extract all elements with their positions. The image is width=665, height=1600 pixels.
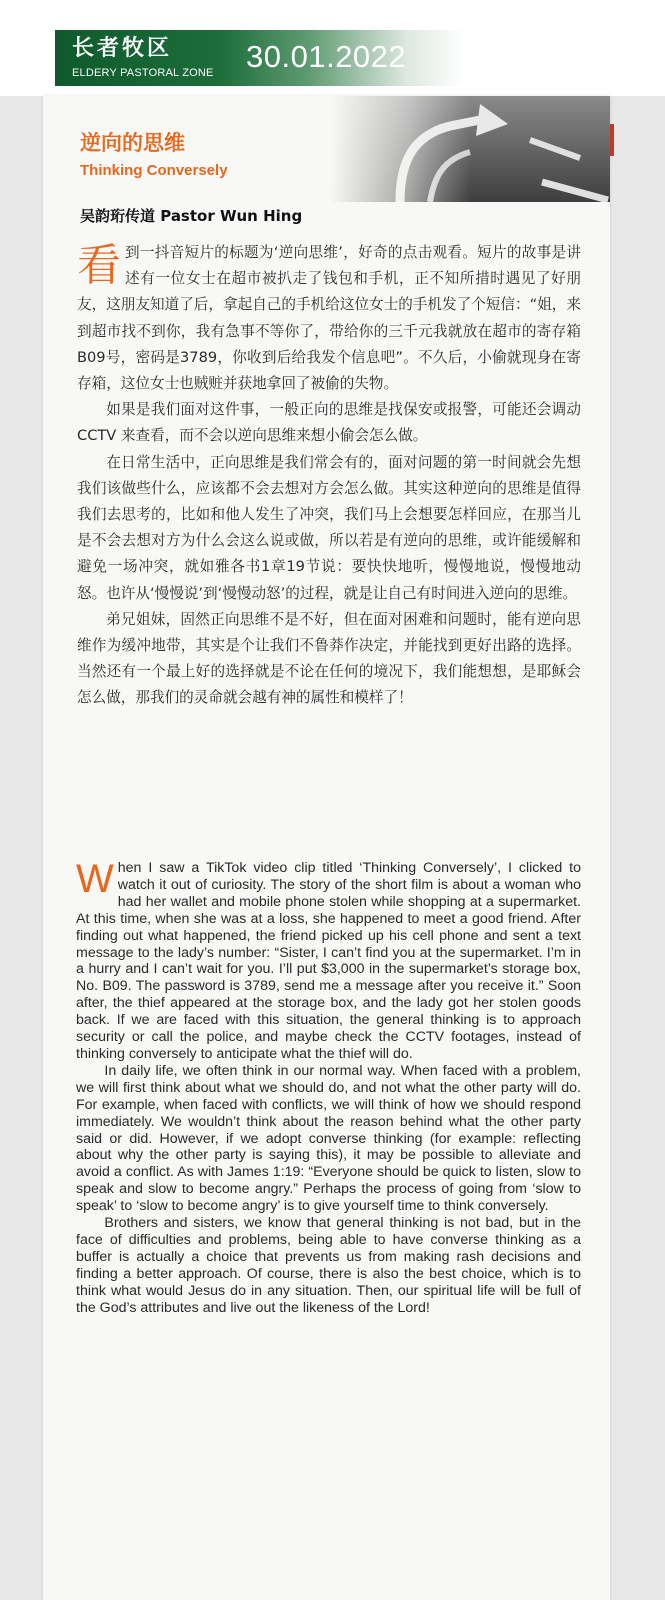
issue-date: 30.01.2022 [246, 39, 407, 74]
zone-title-en: ELDERY PASTORAL ZONE [72, 67, 214, 79]
paragraph-cn-text: 到一抖音短片的标题为‘逆向思维’，好奇的点击观看。短片的故事是讲述有一位女士在超市被扒走了钱包和手机，正不知所措时遇见了好朋友，这朋友知道了后，拿起自己的手机给这位女士的手机发了个短信：“姐，来到超市找不到你，我有急事不等你了，带给你的三千元我就放在超市的寄存箱B09号，密码是3789，你收到后给我发个信息吧”。不久后，小偷就现身在寄存箱，这位女士也贼赃并获地拿回了被偷的失物。 [77, 244, 581, 393]
paragraph-en [76, 857, 581, 1063]
drop-cap-en: W [76, 857, 114, 901]
accent-tab [610, 124, 614, 156]
paragraph-cn: 弟兄姐妹，固然正向思维不是不好，但在面对困难和问题时，能有逆向思维作为缓冲地带，其实是个让我们不鲁莽作决定，并能找到更好出路的选择。当然还有一个最上好的选择就是不论在任何的境况下，我们能想想，是耶稣会怎么做，那我们的灵命就会越有神的属性和模样了！ [77, 610, 581, 707]
paragraph-en-text: hen I saw a TikTok video clip titled ‘Thinking Conversely’, I clicked to watch it out of curiosity. The story of the short film is about a woman who had her wallet and mobile phone stolen while shopping at a supermarket. At this time, when she was at a loss, she happened to meet a good friend. After finding out what happened, the friend picked up his cell phone and sent a text message to the lady’s number: “Sister, I can’t find you at the supermarket. I’m in a hurry and I can’t wait for you. I’ll put $3,000 in the supermarket’s storage box, No. B09. The password is 3789, send me a message after you receive it.” Soon after, the thief appeared at the storage box, and the lady got her stolen goods back. If we are faced with this situation, the general thinking is to approach security or call the police, and maybe check the CCTV footages, instead of thinking conversely to anticipate what the thief will do. [76, 860, 581, 1062]
paragraph-cn: 在日常生活中，正向思维是我们常会有的，面对问题的第一时间就会先想我们该做些什么，应该都不会去想对方会怎么做。其实这种逆向的思维是值得我们去思考的，比如和他人发生了冲突，我们马上会想要怎样回应，在那当儿是不会去想对方为什么会这么说或做，所以若是有逆向的思维，或许能缓解和避免一场冲突，就如雅各书1章19节说：要快快地听，慢慢地说，慢慢地动怒。也许从‘慢慢说’到‘慢慢动怒’的过程，就是让自己有时间进入逆向的思维。 [77, 453, 581, 602]
paragraph-en: Brothers and sisters, we know that general thinking is not bad, but in the face of difficulties and problems, being able to have converse thinking as a buffer is actually a choice that prevents us from making rash decisions and finding a better approach. Of course, there is also the best choice, which is to think what would Jesus do in any situation. Then, our spiritual life will be full of the God’s attributes and live out the likeness of the Lord! [76, 1215, 581, 1316]
paragraph-cn: 如果是我们面对这件事，一般正向的思维是找保安或报警，可能还会调动CCTV 来查看，而不会以逆向思维来想小偷会怎么做。 [77, 401, 581, 445]
article-body-en [76, 857, 581, 1316]
article-title-cn: 逆向的思维 [80, 131, 185, 155]
paragraph-cn [77, 240, 581, 397]
road-arrow-image [330, 96, 610, 202]
drop-cap-cn: 看 [77, 240, 121, 291]
article-body-cn [77, 240, 581, 712]
author-byline: 吴韵珩传道 Pastor Wun Hing [80, 207, 303, 225]
paragraph-en: In daily life, we often think in our normal way. When faced with a problem, we will first think about what we should do, and not what the other party will do. For example, when faced with conflicts, we will think of how we should respond immediately. We wouldn’t think about the reason behind what the other party said or did. However, if we adopt converse thinking (for example: reflecting about why the other party is saying this), it may be possible to alleviate and avoid a conflict. As with James 1:19: “Everyone should be quick to listen, slow to speak and slow to become angry.” Perhaps the process of going from ‘slow to speak’ to ‘slow to become angry’ is to give yourself time to think conversely. [76, 1062, 581, 1215]
article-title-en: Thinking Conversely [80, 162, 228, 179]
zone-title-cn: 长者牧区 [72, 36, 173, 61]
